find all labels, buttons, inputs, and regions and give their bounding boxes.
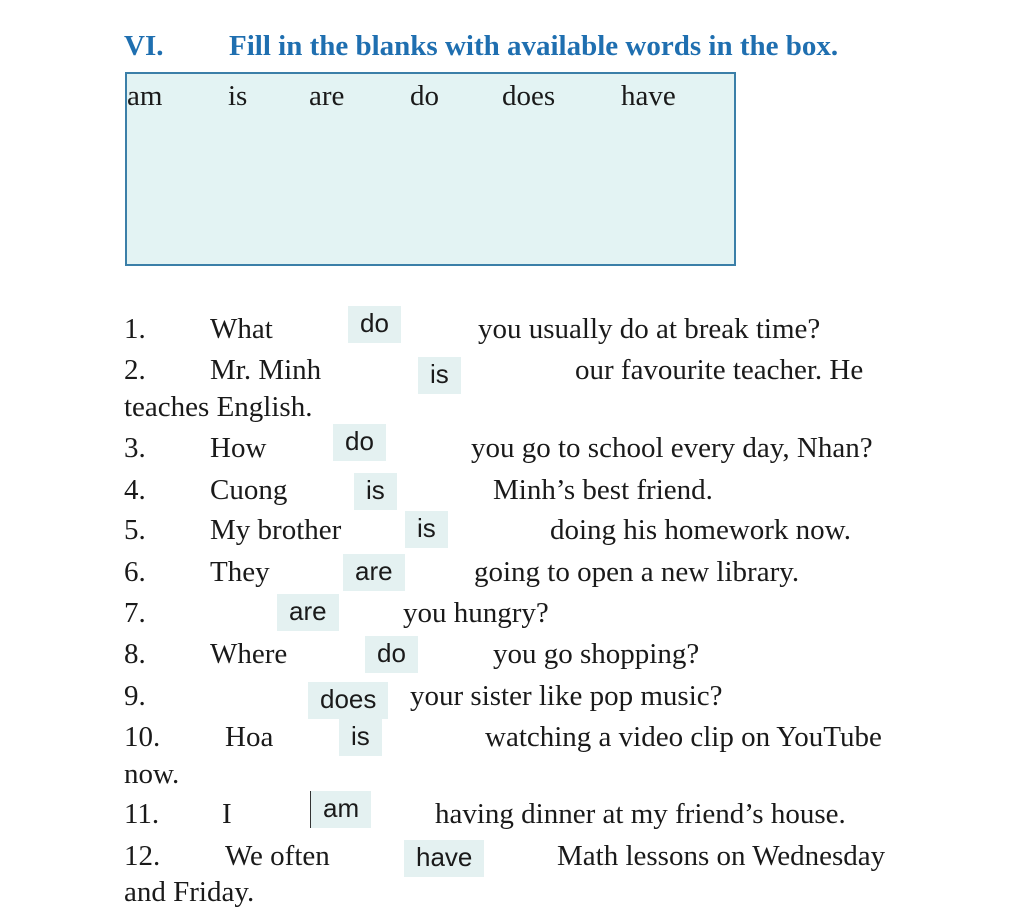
item-number: 4. [124,474,146,506]
item-text: you usually do at break time? [478,313,821,345]
item-text: you hungry? [403,597,549,629]
item-text: Math lessons on Wednesday [557,840,886,872]
section-title: Fill in the blanks with available words in the box. [229,30,839,62]
item-prompt: My brother [210,514,342,546]
word-box-word: are [309,80,345,112]
answer-field[interactable]: do [333,424,386,461]
item-prompt: Hoa [225,721,274,753]
item-text: our favourite teacher. He [575,354,864,386]
item-number: 5. [124,514,146,546]
item-number: 12. [124,840,161,872]
section-number: VI. [124,30,164,62]
item-prompt: I [222,798,232,830]
answer-field[interactable]: is [405,511,448,548]
item-prompt: How [210,432,267,464]
item-text-wrap: now. [124,758,180,790]
item-text: watching a video clip on YouTube [485,721,882,753]
item-number: 8. [124,638,146,670]
item-prompt: Cuong [210,474,288,506]
item-text: your sister like pop music? [410,680,723,712]
item-number: 6. [124,556,146,588]
word-box-word: am [127,80,163,112]
item-prompt: Where [210,638,288,670]
answer-field[interactable]: are [277,594,339,631]
item-number: 11. [124,798,160,830]
answer-field[interactable]: do [365,636,418,673]
word-box-word: is [228,80,248,112]
item-number: 10. [124,721,161,753]
item-number: 9. [124,680,146,712]
item-text-wrap: teaches English. [124,391,313,423]
answer-field[interactable]: are [343,554,405,591]
item-text: doing his homework now. [550,514,851,546]
answer-field[interactable]: have [404,840,484,877]
item-prompt: They [210,556,270,588]
item-text-wrap: and Friday. [124,876,255,908]
item-number: 7. [124,597,146,629]
item-prompt: We often [225,840,330,872]
section-heading [124,30,838,63]
item-prompt: Mr. Minh [210,354,322,386]
answer-field[interactable]: is [418,357,461,394]
item-text: you go to school every day, Nhan? [471,432,873,464]
item-prompt: What [210,313,273,345]
item-text: Minh’s best friend. [493,474,713,506]
item-text: having dinner at my friend’s house. [435,798,846,830]
word-box-word: does [502,80,556,112]
answer-field[interactable]: do [348,306,401,343]
item-text: you go shopping? [493,638,700,670]
answer-field[interactable]: is [354,473,397,510]
word-box [125,72,736,266]
answer-field[interactable]: am [310,791,371,828]
item-number: 3. [124,432,146,464]
word-box-word: do [410,80,439,112]
answer-field[interactable]: does [308,682,388,719]
item-number: 1. [124,313,146,345]
answer-field[interactable]: is [339,719,382,756]
item-text: going to open a new library. [474,556,800,588]
item-number: 2. [124,354,146,386]
word-box-word: have [621,80,676,112]
